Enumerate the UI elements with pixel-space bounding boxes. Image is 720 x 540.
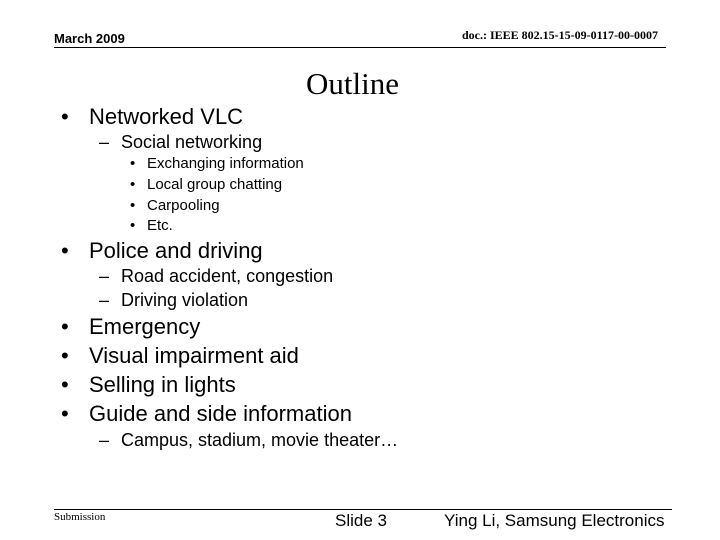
bullet-marker: • — [61, 238, 69, 263]
bullet-text: Exchanging information — [147, 155, 304, 172]
bullet-marker: • — [130, 217, 136, 234]
bullet-marker: • — [61, 314, 69, 339]
sub-sub-bullet-item — [130, 176, 282, 193]
bullet-item — [61, 314, 200, 340]
bullet-item — [61, 343, 299, 369]
bullet-marker: – — [99, 266, 110, 286]
bullet-text: Selling in lights — [89, 372, 236, 397]
bullet-item — [61, 372, 236, 398]
header-date: March 2009 — [54, 31, 125, 46]
header-doc-id: doc.: IEEE 802.15-15-09-0117-00-0007 — [462, 28, 658, 42]
bullet-text: Local group chatting — [147, 176, 283, 193]
bullet-text: Social networking — [121, 132, 263, 152]
sub-bullet-item — [99, 290, 248, 311]
bullet-text: Networked VLC — [89, 104, 244, 129]
bullet-marker: – — [99, 132, 110, 152]
footer-submission: Submission — [54, 511, 106, 523]
bullet-marker: • — [61, 343, 69, 368]
bullet-text: Carpooling — [147, 197, 220, 214]
bullet-text: Etc. — [147, 217, 173, 234]
bullet-item — [61, 104, 243, 130]
bullet-text: Campus, stadium, movie theater… — [121, 430, 399, 450]
bullet-text: Guide and side information — [89, 401, 352, 426]
sub-sub-bullet-item — [130, 197, 220, 214]
sub-sub-bullet-item — [130, 155, 304, 172]
bullet-item — [61, 238, 263, 264]
slide-title: Outline — [306, 66, 399, 101]
bullet-text: Police and driving — [89, 238, 263, 263]
bullet-item — [61, 401, 352, 427]
sub-bullet-item — [99, 430, 398, 451]
bullet-marker: • — [130, 155, 136, 172]
bullet-text: Driving violation — [121, 290, 249, 310]
sub-bullet-item — [99, 132, 262, 153]
bullet-text: Visual impairment aid — [89, 343, 299, 368]
sub-bullet-item — [99, 266, 333, 287]
footer-divider — [54, 509, 672, 510]
bullet-marker: • — [61, 104, 69, 129]
sub-sub-bullet-item — [130, 217, 173, 234]
bullet-marker: – — [99, 430, 110, 450]
bullet-text: Road accident, congestion — [121, 266, 334, 286]
header-divider — [54, 47, 666, 48]
bullet-marker: • — [130, 176, 136, 193]
bullet-marker: • — [61, 401, 69, 426]
footer-slide-number: Slide 3 — [335, 511, 387, 530]
bullet-text: Emergency — [89, 314, 201, 339]
bullet-marker: – — [99, 290, 110, 310]
bullet-marker: • — [61, 372, 69, 397]
bullet-marker: • — [130, 197, 136, 214]
footer-author: Ying Li, Samsung Electronics — [444, 511, 665, 530]
